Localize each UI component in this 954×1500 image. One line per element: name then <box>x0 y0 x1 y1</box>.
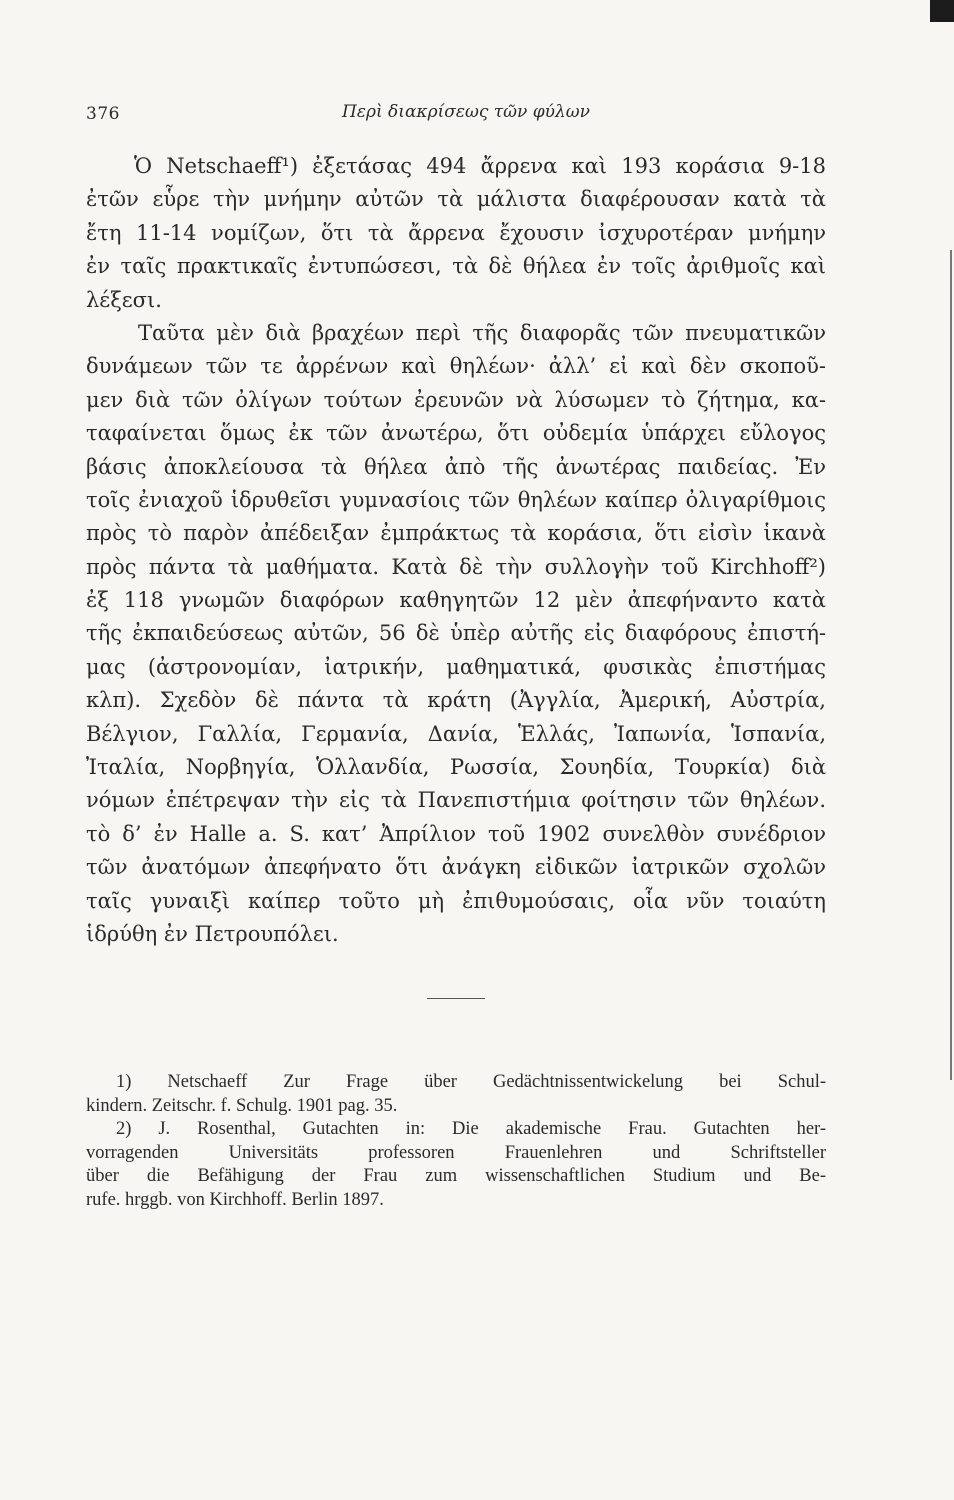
page-number: 376 <box>86 104 120 124</box>
footnote-line: kindern. Zeitschr. f. Schulg. 1901 pag. 35. <box>86 1095 398 1116</box>
text-line: μεν διὰ τῶν ὀλίγων τούτων ἐρευνῶν νὰ λύσωμεν τὸ ζήτημα, κα- <box>86 387 826 412</box>
text-line: τὸ δ’ ἐν Halle a. S. κατ’ Ἀπρίλιον τοῦ 1902 συνελθὸν συνέδριον <box>86 821 826 846</box>
running-title: Περὶ διακρίσεως τῶν φύλων <box>342 102 590 122</box>
running-head <box>86 92 826 128</box>
footnote-line: 1) Netschaeff Zur Frage über Gedächtnissentwickelung bei Schul- <box>116 1072 826 1093</box>
text-line: βάσις ἀποκλείουσα τὰ θήλεα ἀπὸ τῆς ἀνωτέρας παιδείας. Ἐν <box>86 454 826 479</box>
text-line: δυνάμεων τῶν τε ἀρρένων καὶ θηλέων· ἀλλ’ εἰ καὶ δὲν σκοποῦ- <box>86 354 826 379</box>
text-line: λέξεσι. <box>86 287 162 312</box>
text-line: ἐν ταῖς πρακτικαῖς ἐντυπώσεσι, τὰ δὲ θήλεα ἐν τοῖς ἀριθμοῖς καὶ <box>86 254 826 279</box>
text-line: ταφαίνεται ὅμως ἐκ τῶν ἀνωτέρω, ὅτι οὐδεμία ὑπάρχει εὔλογος <box>86 421 826 446</box>
footnote-divider <box>427 998 485 999</box>
text-line: ἐτῶν εὗρε τὴν μνήμην αὐτῶν τὰ μάλιστα διαφέρουσαν κατὰ τὰ <box>86 187 826 212</box>
text-line: Ὁ Netschaeff¹) ἐξετάσας 494 ἄρρενα καὶ 193 κοράσια 9-18 <box>134 154 826 178</box>
text-line: τῆς ἐκπαιδεύσεως αὐτῶν, 56 δὲ ὑπὲρ αὐτῆς εἰς διαφόρους ἐπιστή- <box>86 621 826 646</box>
scan-edge-line <box>950 250 952 1080</box>
text-line: νόμων ἐπέτρεψαν τὴν εἰς τὰ Πανεπιστήμια φοίτησιν τῶν θηλέων. <box>86 788 826 813</box>
text-line: τῶν ἀνατόμων ἀπεφήνατο ὅτι ἀνάγκη εἰδικῶν ἰατρικῶν σχολῶν <box>86 855 826 880</box>
text-line: Βέλγιον, Γαλλία, Γερμανία, Δανία, Ἑλλάς, Ἰαπωνία, Ἱσπανία, <box>86 721 826 746</box>
text-line: μας (ἀστρονομίαν, ἰατρικήν, μαθηματικά, φυσικὰς ἐπιστήμας <box>86 654 826 679</box>
text-line: πρὸς πάντα τὰ μαθήματα. Κατὰ δὲ τὴν συλλογὴν τοῦ Kirchhoff²) <box>86 554 826 579</box>
text-line: ἐξ 118 γνωμῶν διαφόρων καθηγητῶν 12 μὲν ἀπεφήναντο κατὰ <box>86 588 826 613</box>
text-line: Ταῦτα μὲν διὰ βραχέων περὶ τῆς διαφορᾶς τῶν πνευματικῶν <box>138 320 826 345</box>
body-text <box>86 150 826 951</box>
text-line: ταῖς γυναιξὶ καίπερ τοῦτο μὴ ἐπιθυμούσαις, οἷα νῦν τοιαύτη <box>86 888 826 913</box>
footnote-line: 2) J. Rosenthal, Gutachten in: Die akademische Frau. Gutachten her- <box>116 1119 826 1140</box>
text-line: τοῖς ἐνιαχοῦ ἱδρυθεῖσι γυμνασίοις τῶν θηλέων καίπερ ὀλιγαρίθμοις <box>86 487 826 512</box>
text-line: ἔτη 11-14 νομίζων, ὅτι τὰ ἄρρενα ἔχουσιν ἰσχυροτέραν μνήμην <box>86 220 826 245</box>
text-line: ἱδρύθη ἐν Πετρουπόλει. <box>86 921 339 946</box>
text-line: Ἰταλία, Νορβηγία, Ὁλλανδία, Ρωσσία, Σουηδία, Τουρκία) διὰ <box>86 755 826 780</box>
footnotes <box>86 1071 826 1212</box>
text-line: πρὸς τὸ παρὸν ἀπέδειξαν ἐμπράκτως τὰ κοράσια, ὅτι εἰσὶν ἱκανὰ <box>86 521 826 546</box>
footnote-line: über die Befähigung der Frau zum wissenschaftlichen Studium und Be- <box>86 1166 826 1187</box>
footnote-line: vorragenden Universitäts professoren Frauenlehren und Schriftsteller <box>86 1142 826 1163</box>
text-line: κλπ). Σχεδὸν δὲ πάντα τὰ κράτη (Ἀγγλία, Ἀμερική, Αὐστρία, <box>86 688 826 713</box>
footnote-line: rufe. hrggb. von Kirchhoff. Berlin 1897. <box>86 1189 384 1210</box>
scan-edge-shadow <box>930 0 954 22</box>
book-page <box>86 92 826 1212</box>
